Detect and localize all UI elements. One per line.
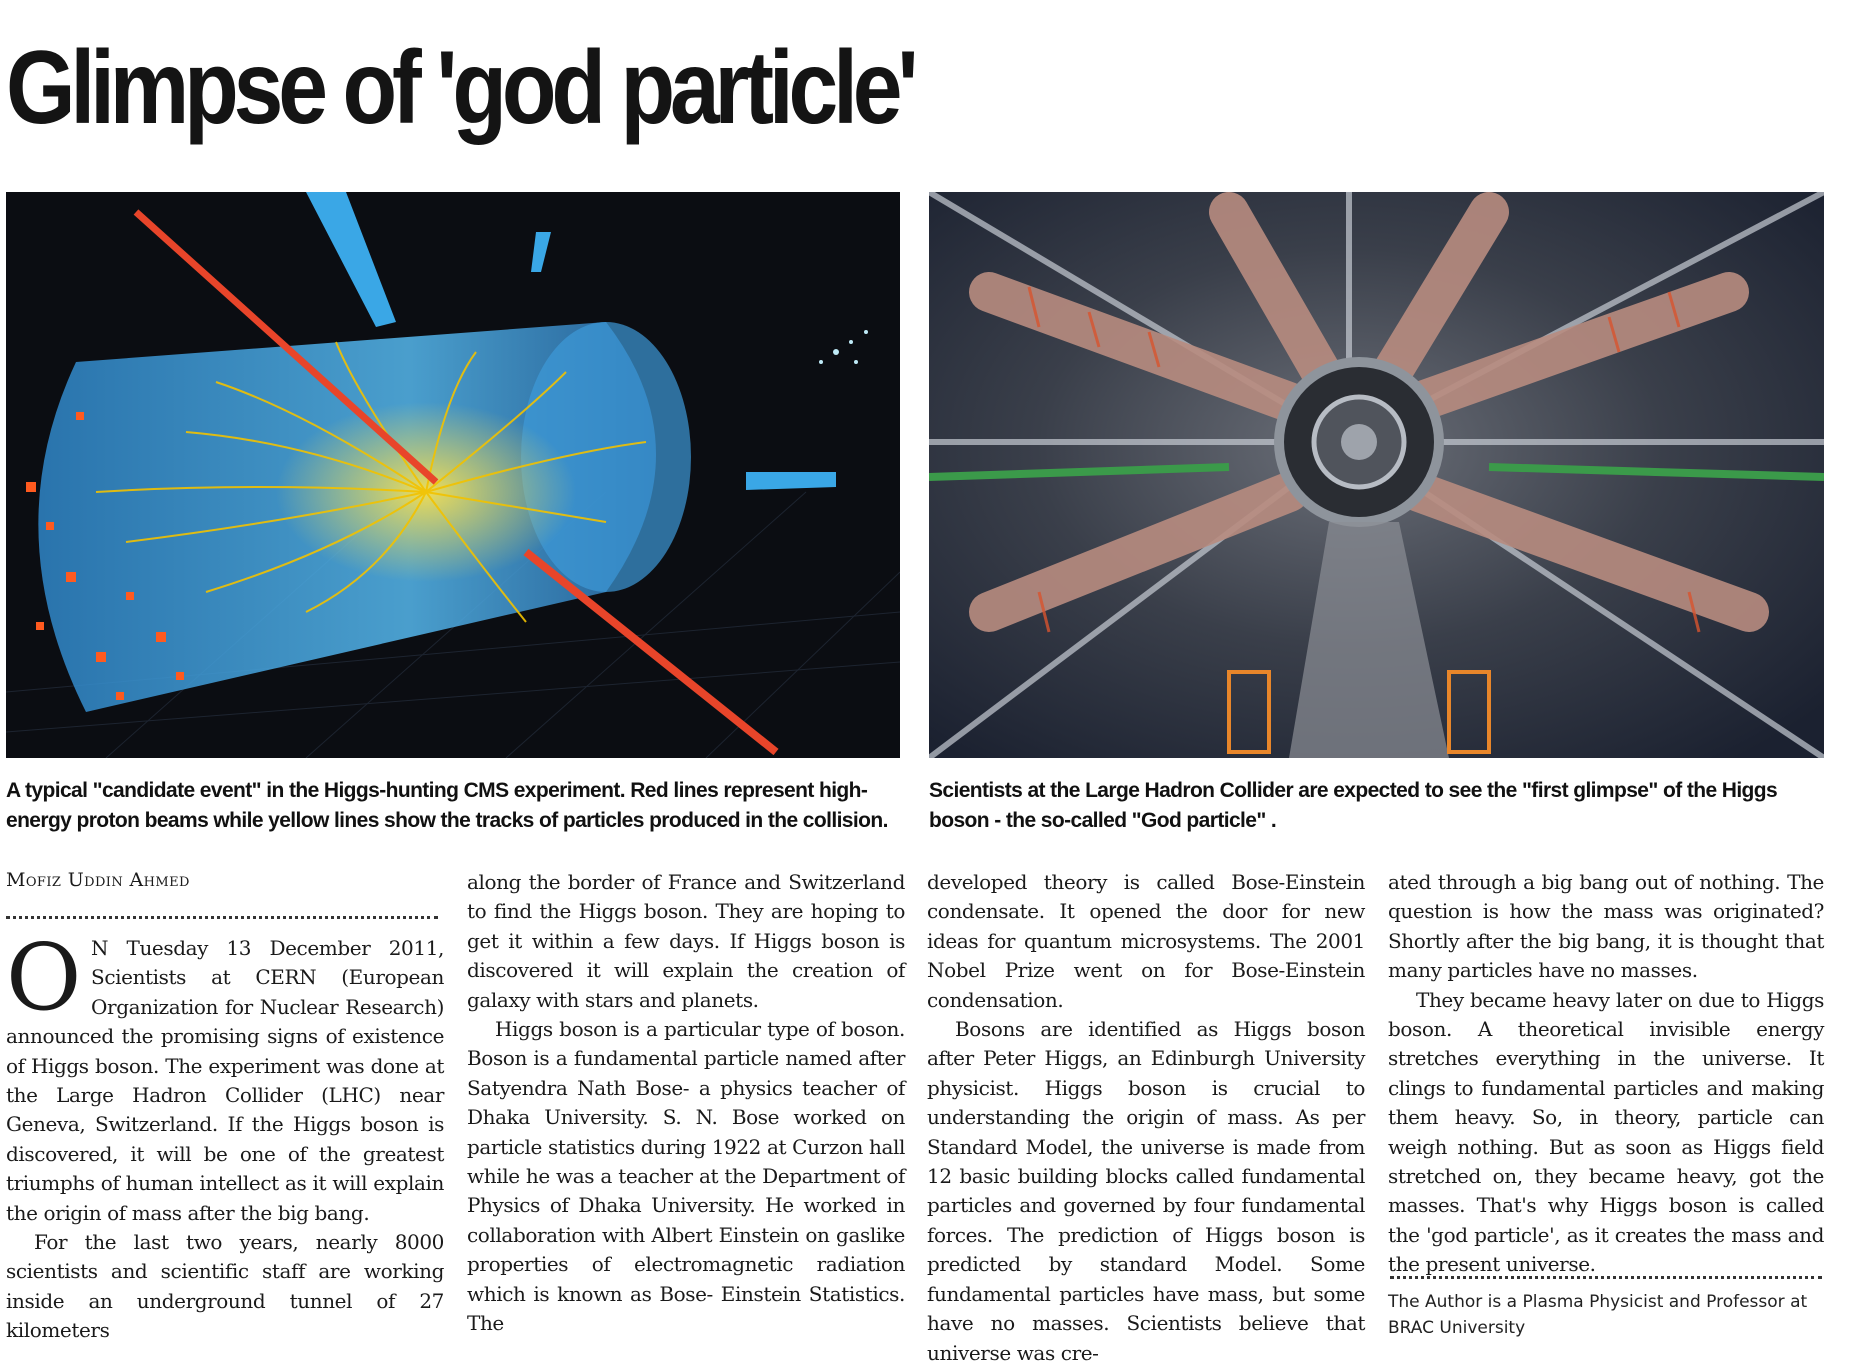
article-column-2 (467, 868, 905, 1339)
article-paragraph: Higgs boson is a particular type of boson. Boson is a fundamental particle named after Satyendra Nath Bose- a physics teacher of Dhaka University. S. N. Bose worked on particle statistics during 1922 at Curzon hall while he was a teacher at the Department of Physics of Dhaka University. He worked in collaboration with Albert Einstein on gaslike properties of electromagnetic radiation which is known as Bose- Einstein Statistics. The (467, 1017, 905, 1336)
article-paragraph: along the border of France and Switzerland to find the Higgs boson. They are hoping to get it within a few days. If Higgs boson is discovered it will explain the creation of galaxy with stars and planets. (467, 870, 905, 1012)
article-paragraph: They became heavy later on due to Higgs boson. A theoretical invisible energy stretches everything in the universe. It clings to fundamental particles and making them heavy. So, in theory, particle can weigh nothing. But as soon as Higgs field stretched on, they became heavy, got the masses. That's why Higgs boson is called the 'god particle', as it creates the mass and the present universe. (1388, 987, 1824, 1277)
headline: Glimpse of 'god particle' (6, 30, 914, 146)
author-note: The Author is a Plasma Physicist and Professor at BRAC University (1388, 1292, 1808, 1338)
article-paragraph: N Tuesday 13 December 2011, Scientists at CERN (European Organization for Nuclear Research) announced the promising signs of existence of Higgs boson. The experiment was done at the Large Hadron Collider (LHC) near Geneva, Switzerland. If the Higgs boson is discovered, it will be one of the greatest triumphs of human intellect as it will explain the origin of mass after the big bang. (6, 936, 444, 1225)
byline-divider (6, 916, 438, 919)
article-column-4 (1388, 868, 1824, 1280)
article-paragraph: Bosons are identified as Higgs boson after Peter Higgs, an Edinburgh University physicist. Higgs boson is crucial to understanding the origin of mass. As per Standard Model, the universe is made from 12 basic building blocks called fundamental particles and governed by four fundamental forces. The prediction of Higgs boson is predicted by standard Model. Some fundamental particles have mass, but some have no masses. Scientists believe that universe was cre- (927, 1017, 1365, 1365)
drop-cap: O (6, 924, 82, 1031)
image-caption-cms: A typical "candidate event" in the Higgs-hunting CMS experiment. Red lines represent high-energy proton beams while yellow lines show the tracks of particles produced in the collision. (6, 779, 888, 832)
author-divider (1390, 1276, 1822, 1279)
article-paragraph: developed theory is called Bose-Einstein condensate. It opened the door for new ideas for quantum microsystems. The 2001 Nobel Prize went on for Bose-Einstein condensation. (927, 870, 1365, 1012)
image-caption-lhc: Scientists at the Large Hadron Collider are expected to see the "first glimpse" of the Higgs boson - the so-called "God particle" . (929, 779, 1778, 832)
byline: Mofiz Uddin Ahmed (6, 869, 190, 891)
article-paragraph: ated through a big bang out of nothing. The question is how the mass was originated? Shortly after the big bang, it is thought that many particles have no masses. (1388, 870, 1824, 983)
cms-candidate-event-image (6, 192, 900, 758)
article-paragraph: For the last two years, nearly 8000 scientists and scientific staff are working inside an underground tunnel of 27 kilometers (6, 1230, 444, 1343)
article-column-1 (6, 924, 444, 1346)
article-column-3 (927, 868, 1365, 1368)
large-hadron-collider-image (929, 192, 1824, 758)
